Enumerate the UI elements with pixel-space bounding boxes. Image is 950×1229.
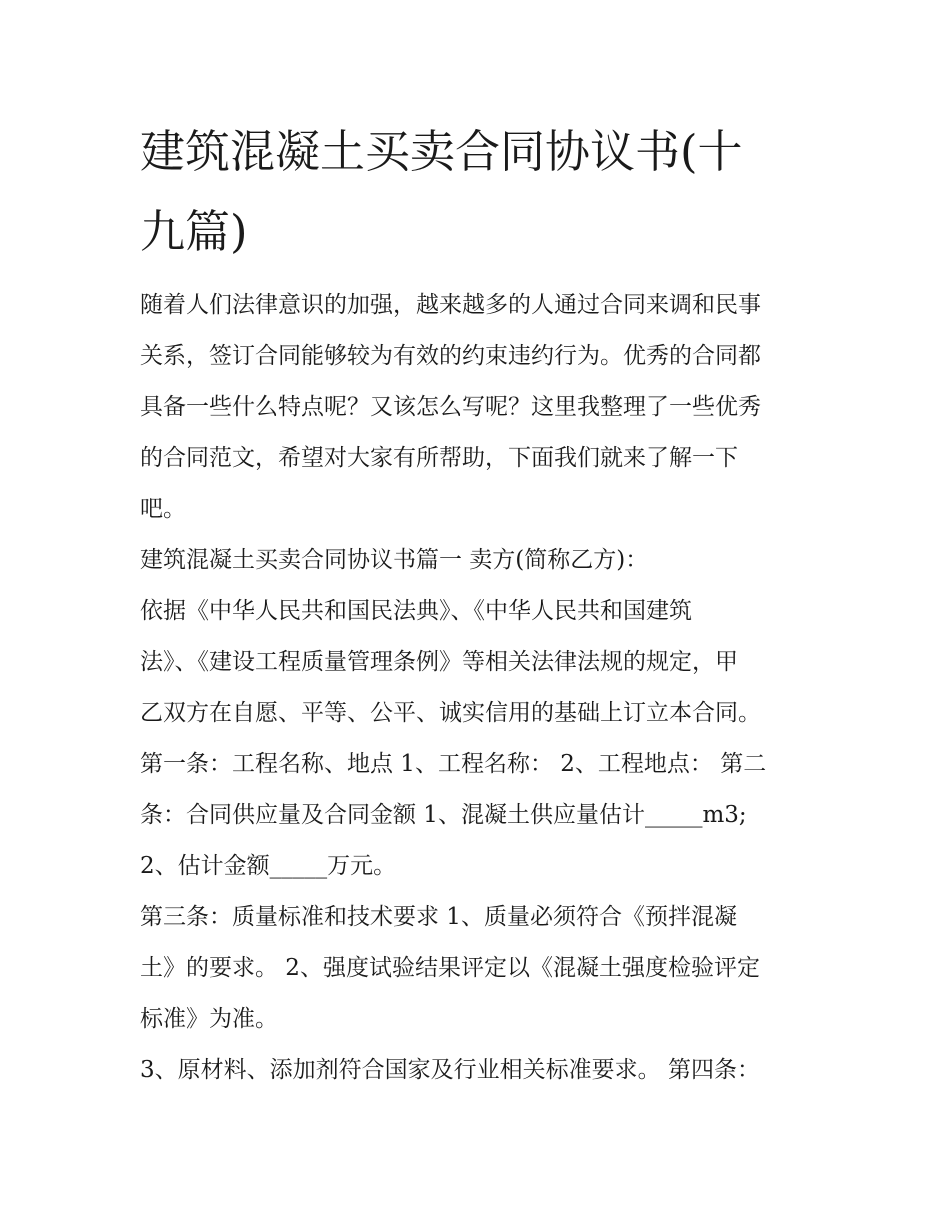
legal-basis-paragraph: 依据《中华人民共和国民法典》、《中华人民共和国建筑 法》、《建设工程质量管理条例》等相关法律法规的规定，甲 乙双方在自愿、平等、公平、诚实信用的基础上订立本合同。 xyxy=(140,598,761,726)
intro-paragraph: 随着人们法律意识的加强，越来越多的人通过合同来调和民事 关系，签订合同能够较为有效的约束违约行为。优秀的合同都 具备一些什么特点呢？又该怎么写呢？这里我整理了一些优秀 的合同范文，希望对大家有所帮助，下面我们就来了解一下 吧。 xyxy=(140,292,761,522)
article-three-paragraph: 第三条：质量标准和技术要求 1、质量必须符合《预拌混凝 土》的要求。 2、强度试验结果评定以《混凝土强度检验评定 标准》为准。 xyxy=(140,904,760,1032)
article-three-item-paragraph: 3、原材料、添加剂符合国家及行业相关标准要求。 第四条： xyxy=(140,1057,760,1083)
document-body xyxy=(140,280,812,1096)
article-one-two-paragraph: 第一条：工程名称、地点 1、工程名称： 2、工程地点： 第二 条：合同供应量及合同金额 1、混凝土供应量估计_____m3; 2、估计金额_____万元。 xyxy=(140,751,767,879)
document-title: 建筑混凝土买卖合同协议书(十 九篇) xyxy=(140,125,743,258)
section-heading-paragraph: 建筑混凝土买卖合同协议书篇一 卖方(简称乙方)： xyxy=(140,547,649,573)
document-content xyxy=(140,112,812,1096)
